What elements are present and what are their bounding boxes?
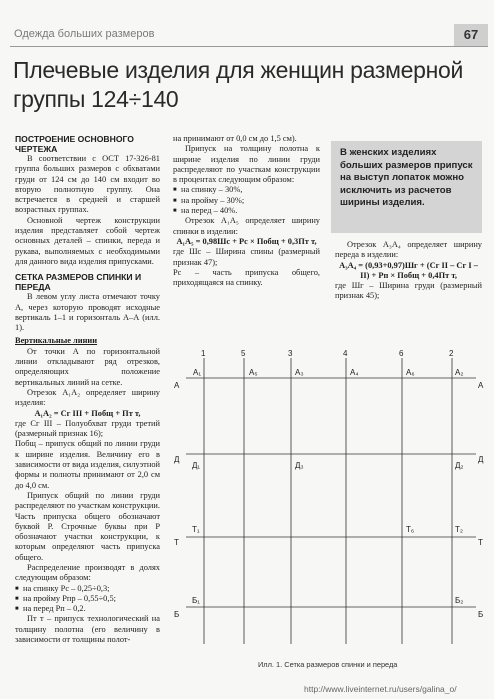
point-label: А₄: [350, 368, 359, 377]
row-label-left: Д: [174, 455, 180, 464]
paragraph: Основной чертеж конструкции изделия представляет собой чертеж основных деталей – спинки, переда и рукава, выполняемых с необходимыми для данного вида изделия припусками.: [15, 215, 160, 266]
paragraph: на принимают от 0,0 см до 1,5 см).: [173, 134, 297, 143]
paragraph: В соответствии с ОСТ 17-326-81 группа больших размеров с обхватами груди от 124 см до 140 см входит во вторую полнотную группу. Она встречается в средней и старшей возрастных группах.: [15, 154, 160, 215]
list-item: ■ на пройму – 30%;: [173, 196, 320, 206]
row-label-right: Д: [478, 455, 484, 464]
formula-back-width: А₁А₅ = 0,98Шс + Рс × Побщ + 0,3Пт т,: [176, 236, 317, 246]
paragraph: Отрезок А₃А₄ определяет ширину переда в изделии:: [335, 240, 482, 260]
figure-caption: Илл. 1. Сетка размеров спинки и переда: [258, 660, 398, 669]
text-column-middle: [173, 134, 320, 288]
list-item: ■ на спинку – 30%,: [173, 185, 320, 195]
page-title: Плечевые изделия для женщин размерной группы 124÷140: [13, 57, 464, 112]
point-label: А₅: [249, 368, 258, 377]
paragraph: Пт т – припуск технологический на толщину полотна (его величину в зависимости от толщины полот-: [15, 614, 160, 645]
running-header: [10, 24, 488, 47]
paragraph: где Шс – Ширина спины (размерный признак 47);: [173, 247, 320, 267]
row-label-left: Б: [174, 610, 180, 619]
paragraph: Распределение производят в долях следующим образом:: [15, 562, 160, 583]
callout-text: В женских изделиях больших размеров припуск на выступ лопаток можно исключить из расчетов ширины изделия.: [340, 147, 473, 209]
point-label: А₁: [193, 368, 202, 377]
paragraph: где Шг – Ширина груди (размерный признак 45);: [335, 281, 482, 301]
thickness-list: [173, 185, 320, 216]
list-item: ■ на перед Рп – 0,2.: [15, 604, 160, 614]
paragraph: Побщ – припуск общий по линии груди к ширине изделия. Величину его в зависимости от вида изделия, силуэтной формы и полноты принимают от 2,0 см до 4,0 см.: [15, 439, 160, 490]
list-item: ■ на спинку Рс – 0,25÷0,3;: [15, 584, 160, 594]
paragraph: Отрезок А₁А₅ определяет ширину спинки в изделии:: [173, 216, 320, 236]
formula-width: А₁А₂ = Сг III + Побщ + Пт т,: [34, 408, 141, 418]
col-label: 2: [449, 349, 454, 358]
text-column-left: [15, 134, 160, 645]
point-label: Т₂: [455, 525, 463, 534]
list-item: ■ на перед – 40%.: [173, 206, 320, 216]
point-label: Б₂: [455, 596, 464, 605]
point-label: Т₆: [406, 525, 415, 534]
col-label: 3: [288, 349, 293, 358]
point-label: Б₁: [192, 596, 200, 605]
point-label: А₆: [406, 368, 415, 377]
size-grid-diagram: [164, 344, 488, 656]
point-label: Д₁: [192, 461, 201, 470]
point-label: А₃: [295, 368, 304, 377]
row-label-left: Т: [174, 538, 179, 547]
row-label-right: А: [478, 381, 484, 390]
col-label: 5: [241, 349, 246, 358]
page-number: 67: [454, 24, 488, 46]
col-label: 4: [343, 349, 348, 358]
paragraph: В левом углу листа отмечают точку А, через которую проводят исходные вертикаль 1–1 и горизонталь А–А (илл. 1).: [15, 292, 160, 333]
section-heading-construction: ПОСТРОЕНИЕ ОСНОВНОГО ЧЕРТЕЖА: [15, 134, 134, 154]
point-label: Д₃: [295, 461, 304, 470]
subheading-vertical-lines: Вертикальные линии: [15, 336, 98, 346]
point-label: А₂: [455, 368, 464, 377]
point-label: Т₁: [192, 525, 200, 534]
header-title: Одежда больших размеров: [14, 28, 155, 40]
watermark-url: http://www.liveinternet.ru/users/galina_o/: [304, 684, 457, 694]
callout-box: [331, 141, 482, 233]
row-label-right: Т: [478, 538, 483, 547]
paragraph: Рс – часть припуска общего, приходящаяся на спинку.: [173, 267, 320, 288]
paragraph: где Сг III – Полуобхват груди третий (размерный признак 16);: [15, 418, 160, 439]
point-label: Д₂: [455, 461, 464, 470]
paragraph: Припуск общий по линии груди распределяют по участкам конструкции. Часть припуска общего обозначают буквой Р. Строчные буквы при Р обозначают участки конструкции, к которым определяют часть припуска общего.: [15, 490, 160, 562]
col-label: 1: [201, 349, 206, 358]
formula-front-width: А₃А₄ = (0,93+0,97)Шг + (Сг II – Сг I – II) + Рп × Побщ + 0,4Пт т,: [339, 260, 478, 280]
paragraph: От точки А по горизонтальной линии откладывают ряд отрезков, определяющих положение вертикальных линий на сетке.: [15, 346, 160, 387]
section-heading-grid: СЕТКА РАЗМЕРОВ СПИНКИ И ПЕРЕДА: [15, 272, 142, 293]
paragraph: Отрезок А₁А₂ определяет ширину изделия:: [15, 387, 160, 408]
list-item: ■ на пройму Рпр – 0,55÷0,5;: [15, 594, 160, 604]
paragraph: Припуск на толщину полотна к ширине изделия по линии груди распределяют по участкам конструкции в процентах следующим образом:: [173, 144, 320, 185]
row-label-right: Б: [478, 610, 484, 619]
text-column-right: [335, 240, 482, 302]
allowance-list: [15, 584, 160, 615]
row-label-left: А: [174, 381, 180, 390]
col-label: 6: [399, 349, 404, 358]
